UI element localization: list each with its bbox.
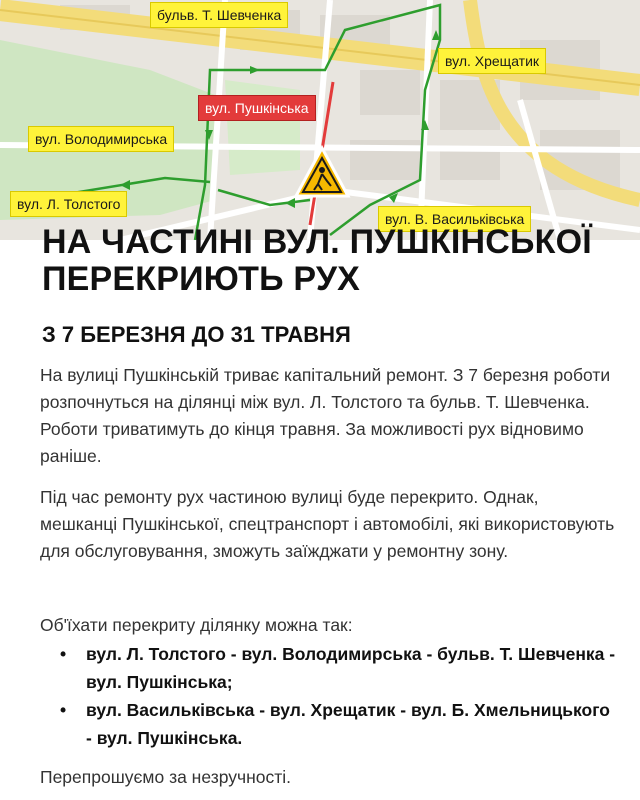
list-item: • вул. Васильківська - вул. Хрещатик - вул. Б. Хмельницького - вул. Пушкінська. — [60, 696, 620, 752]
page-title: НА ЧАСТИНІ ВУЛ. ПУШКІНСЬКОЇ ПЕРЕКРИЮТЬ РУХ — [42, 223, 592, 298]
bullet-icon: • — [60, 700, 67, 720]
label-tolstoho: вул. Л. Толстого — [10, 191, 127, 217]
label-vasylkivska: вул. В. Васильківська — [378, 206, 531, 232]
label-khreshchatyk: вул. Хрещатик — [438, 48, 546, 74]
date-range: З 7 БЕРЕЗНЯ ДО 31 ТРАВНЯ — [42, 322, 351, 347]
detour-list — [60, 640, 620, 752]
paragraph-detour-intro: Об'їхати перекриту ділянку можна так: — [40, 615, 353, 635]
paragraph-closure: Під час ремонту рух частиною вулиці буде перекрито. Однак, мешканці Пушкінської, спецтранспорт і автомобілі, які використовують для обслуговування, зможуть заїжджати у ремонтну зону. — [40, 487, 615, 561]
closing-note: Перепрошуємо за незручності. — [40, 767, 292, 787]
route-map — [0, 0, 640, 240]
label-volodymyrska: вул. Володимирська — [28, 126, 174, 152]
list-item: • вул. Л. Толстого - вул. Володимирська - бульв. Т. Шевченка - вул. Пушкінська; — [60, 640, 620, 696]
paragraph-intro: На вулиці Пушкінській триває капітальний ремонт. З 7 березня роботи розпочнуться на ділянці між вул. Л. Толстого та бульв. Т. Шевченка. Роботи триватимуть до кінця травня. За можливості рух відновимо раніше. — [40, 365, 611, 466]
label-pushkinska: вул. Пушкінська — [198, 95, 316, 121]
label-shevchenka: бульв. Т. Шевченка — [150, 2, 288, 28]
bullet-icon: • — [60, 644, 67, 664]
